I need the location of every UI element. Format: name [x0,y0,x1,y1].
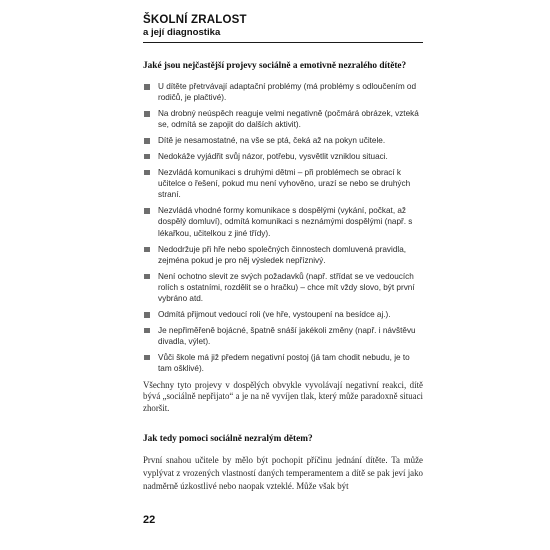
square-bullet-icon [144,170,150,176]
body-paragraph: První snahou učitele by mělo být pochopit příčinu jednání dítěte. Ta může vyplývat z vrozených vlastností daných temperamentem a dítě se pak jeví jako nadměrně úzkostlivé nebo naopak vzteklé. Může však být [143,455,423,491]
list-item-text: Na drobný neúspěch reaguje velmi negativně (počmárá obrázek, vzteká se, odmítá se zapojit do dalších aktivit). [158,109,419,130]
square-bullet-icon [144,274,150,280]
list-item [143,205,423,239]
list-item-text: Nedokáže vyjádřit svůj názor, potřebu, vysvětlit vzniklou situaci. [158,151,388,161]
list-item [143,108,423,131]
list-item [143,352,423,375]
list-item-text: Dítě je nesamostatné, na vše se ptá, čeká až na pokyn učitele. [158,136,386,146]
list-item [143,244,423,267]
list-item-text: Je nepřiměřeně bojácné, špatně snáší jakékoli změny (např. i návštěvu divadla, výlet). [158,325,416,347]
page-content [143,60,423,492]
square-bullet-icon [144,247,150,253]
bullet-list [143,81,423,375]
header-subtitle: a její diagnostika [143,27,221,38]
list-item [143,271,423,305]
list-item [143,135,423,146]
list-item-text: Vůči škole má již předem negativní postoj (já tam chodit nebudu, je to tam ošklivé). [158,352,410,374]
list-item-text: Nezvládá vhodné formy komunikace s dospělými (vykání, počkat, až dospělý domluví), odmítá komunikaci s neznámými dospělými (např. s lékařkou, učitelkou z jiné třídy). [158,206,413,238]
header-title: ŠKOLNÍ ZRALOST [143,14,247,26]
square-bullet-icon [144,312,150,318]
list-item [143,167,423,201]
list-item [143,81,423,104]
body-paragraph: Všechny tyto projevy v dospělých obvykle vyvolávají negativní reakci, dítě bývá „sociálně nepřijato“ a je na ně vyvíjen tlak, který může paradoxně situaci zhoršit. [143,379,423,413]
square-bullet-icon [144,154,150,160]
square-bullet-icon [144,111,150,117]
list-item [143,151,423,162]
question-heading: Jaké jsou nejčastější projevy sociálně a emotivně nezralého dítěte? [143,61,407,71]
list-item-text: Odmítá přijmout vedoucí roli (ve hře, vystoupení na besídce aj.). [158,310,391,320]
square-bullet-icon [144,84,150,90]
list-item [143,325,423,348]
square-bullet-icon [144,208,150,214]
square-bullet-icon [144,355,150,361]
list-item-text: Nedodržuje při hře nebo společných činnostech domluvená pravidla, zejména pokud je pro něj výsledek nepříznivý. [158,244,407,265]
list-item-text: U dítěte přetrvávají adaptační problémy (má problémy s odloučením od rodičů, je plačtivé). [158,82,417,103]
square-bullet-icon [144,138,150,144]
square-bullet-icon [144,328,150,334]
page-number: 22 [143,514,156,526]
list-item [143,309,423,320]
list-item-text: Není ochotno slevit ze svých požadavků (např. střídat se ve vedoucích rolích s ostatními, rozdělit se o hračku) – chce mít vždy slovo, být první vybráno atd. [158,271,415,304]
running-header [143,14,423,43]
list-item-text: Nezvládá komunikaci s druhými dětmi – při problémech se obrací k učitelce o řešení, pokud mu není vyhověno, urazí se nebo se druhých straní. [158,167,411,200]
section-heading: Jak tedy pomoci sociálně nezralým dětem? [143,434,313,445]
